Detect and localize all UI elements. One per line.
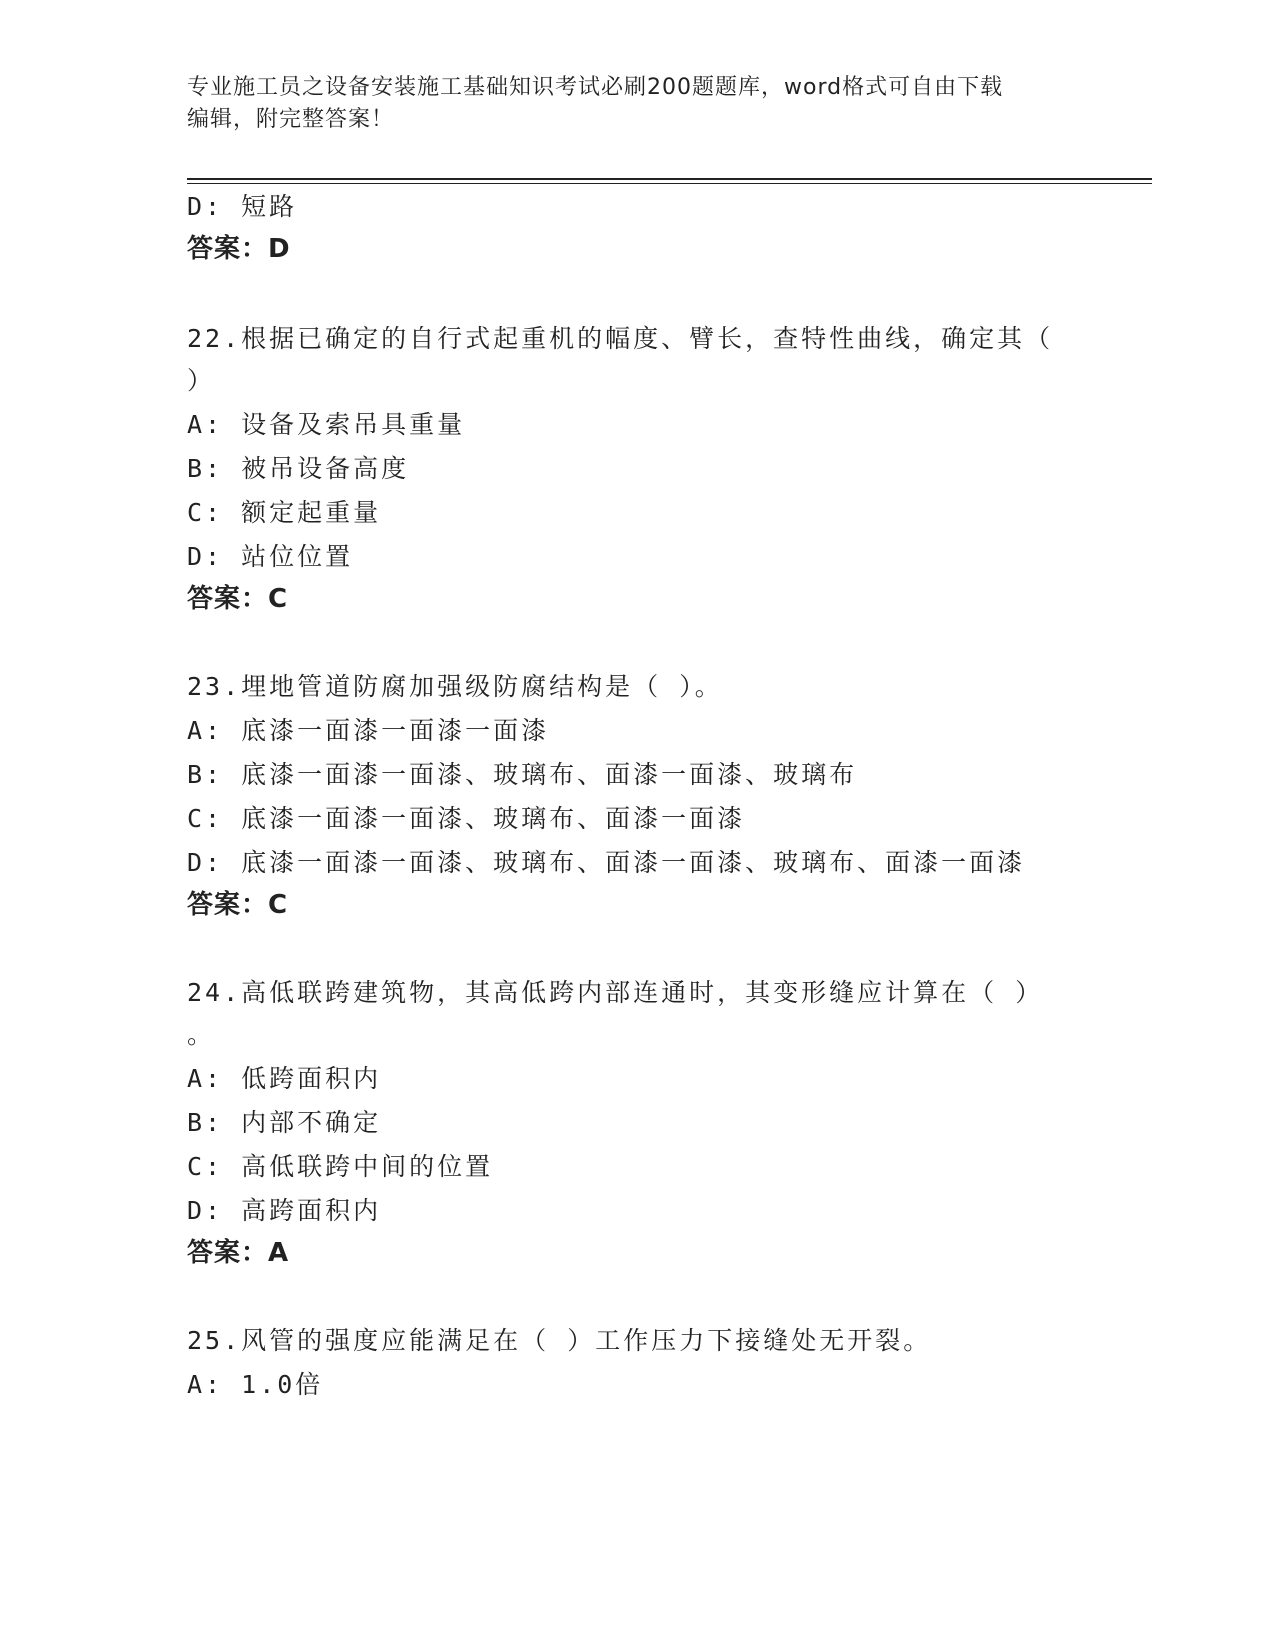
q22-stem-line-2: ） — [187, 366, 216, 395]
q22-option-b: B: 被吊设备高度 — [187, 454, 410, 483]
q22-option-d: D: 站位位置 — [187, 542, 354, 571]
q24-option-a: A: 低跨面积内 — [187, 1064, 382, 1093]
q24-stem-line-1: 24.高低联跨建筑物，其高低跨内部连通时，其变形缝应计算在（ ） — [187, 978, 1044, 1007]
q21-option-d: D: 短路 — [187, 192, 298, 221]
header-title-line-2: 编辑，附完整答案！ — [187, 107, 395, 132]
q24-answer: 答案：A — [187, 1238, 290, 1268]
q22-option-c: C: 额定起重量 — [187, 498, 382, 527]
q24-option-c: C: 高低联跨中间的位置 — [187, 1152, 494, 1181]
q24-stem-line-2: 。 — [187, 1020, 216, 1049]
q24-option-b: B: 内部不确定 — [187, 1108, 382, 1137]
header-divider-thick — [187, 178, 1152, 180]
q22-answer: 答案：C — [187, 584, 289, 614]
q23-option-c: C: 底漆一面漆一面漆、玻璃布、面漆一面漆 — [187, 804, 746, 833]
document-header — [187, 72, 1087, 136]
header-divider-thin — [187, 183, 1152, 184]
q25-option-a: A: 1.0倍 — [187, 1370, 324, 1399]
q23-stem-line-1: 23.埋地管道防腐加强级防腐结构是（ ）。 — [187, 672, 723, 701]
q23-answer: 答案：C — [187, 890, 289, 920]
q23-option-d: D: 底漆一面漆一面漆、玻璃布、面漆一面漆、玻璃布、面漆一面漆 — [187, 848, 1026, 877]
header-title-line-1: 专业施工员之设备安装施工基础知识考试必刷200题题库，word格式可自由下载 — [187, 75, 1004, 100]
q21-answer: 答案：D — [187, 234, 291, 264]
q23-option-a: A: 底漆一面漆一面漆一面漆 — [187, 716, 550, 745]
q23-option-b: B: 底漆一面漆一面漆、玻璃布、面漆一面漆、玻璃布 — [187, 760, 858, 789]
q25-stem-line-1: 25.风管的强度应能满足在（ ）工作压力下接缝处无开裂。 — [187, 1326, 932, 1355]
q22-stem-line-1: 22.根据已确定的自行式起重机的幅度、臂长，查特性曲线，确定其（ — [187, 324, 1054, 353]
q24-option-d: D: 高跨面积内 — [187, 1196, 382, 1225]
q22-option-a: A: 设备及索吊具重量 — [187, 410, 466, 439]
